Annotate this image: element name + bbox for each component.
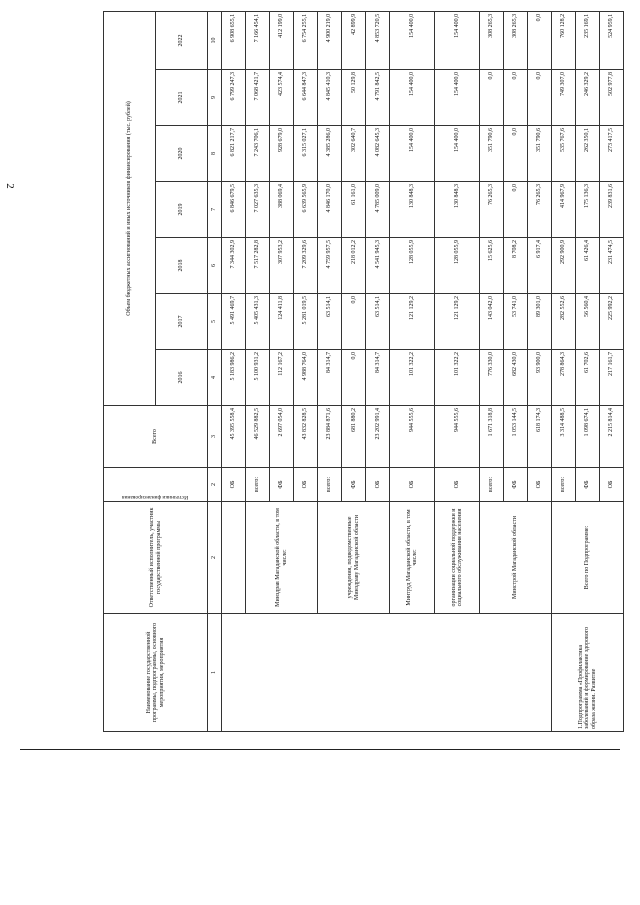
amount-cell: 388 069,4 — [270, 182, 294, 238]
amount-cell: 4 785 009,0 — [366, 182, 390, 238]
amount-cell: 292 900,9 — [551, 238, 575, 294]
amount-cell: 423 574,4 — [270, 70, 294, 126]
amount-cell: 218 012,2 — [342, 238, 366, 294]
executor-cell: Всего по Подпрограмме: — [551, 502, 623, 614]
budget-table — [103, 11, 624, 732]
amount-cell: 273 417,5 — [599, 126, 623, 182]
amount-cell: 7 068 421,7 — [246, 70, 270, 126]
amount-cell: 56 560,4 — [575, 294, 599, 350]
amount-cell: 0,0 — [479, 70, 503, 126]
amount-cell: 6 917,4 — [527, 238, 551, 294]
column-number: 7 — [208, 182, 222, 238]
amount-cell: 231 474,5 — [599, 238, 623, 294]
table-row — [551, 11, 575, 731]
amount-cell: 84 314,7 — [318, 350, 342, 406]
amount-cell: 154 400,0 — [434, 126, 479, 182]
amount-cell: 4 791 842,5 — [366, 70, 390, 126]
amount-cell: 61 161,0 — [342, 182, 366, 238]
amount-cell: 7 027 635,3 — [246, 182, 270, 238]
amount-cell: 121 129,2 — [434, 294, 479, 350]
amount-cell: 101 322,2 — [390, 350, 435, 406]
amount-cell: 4 845 410,3 — [318, 70, 342, 126]
amount-cell: 0,0 — [527, 11, 551, 69]
source-cell: всего: — [479, 468, 503, 502]
amount-cell: 944 555,6 — [434, 406, 479, 468]
amount-cell: 225 992,2 — [599, 294, 623, 350]
amount-cell: 5 100 931,2 — [246, 350, 270, 406]
program-name-cell: 1.Подпрограмма «Профилактика заболеваний и формирование здорового образа жизни. Развитие — [551, 614, 623, 732]
amount-cell: 121 129,2 — [390, 294, 435, 350]
amount-cell: 6 315 027,1 — [294, 126, 318, 182]
amount-cell: 4 900 219,0 — [318, 11, 342, 69]
amount-cell: 84 314,7 — [366, 350, 390, 406]
amount-cell: 89 301,0 — [527, 294, 551, 350]
amount-cell: 278 864,3 — [551, 350, 575, 406]
amount-cell: 42 899,9 — [342, 11, 366, 69]
amount-cell: 7 166 454,1 — [246, 11, 270, 69]
amount-cell: 154 400,0 — [390, 70, 435, 126]
amount-cell: 76 265,3 — [479, 182, 503, 238]
amount-cell: 6 908 655,1 — [222, 11, 246, 69]
amount-cell: 1 053 144,5 — [503, 406, 527, 468]
amount-cell: 93 900,0 — [527, 350, 551, 406]
amount-cell: 8 708,2 — [503, 238, 527, 294]
amount-cell: 23 202 991,4 — [366, 406, 390, 468]
amount-cell: 239 831,6 — [599, 182, 623, 238]
amount-cell: 53 741,0 — [503, 294, 527, 350]
amount-cell: 0,0 — [503, 70, 527, 126]
executor-cell: Минтруд Магаданской области, в том числе: — [390, 502, 435, 614]
amount-cell: 2 215 814,4 — [599, 406, 623, 468]
amount-cell: 5 183 986,2 — [222, 350, 246, 406]
amount-cell: 749 307,0 — [551, 70, 575, 126]
header-year: 2018 — [156, 238, 208, 294]
amount-cell: 128 055,9 — [390, 238, 435, 294]
amount-cell: 63 514,1 — [318, 294, 342, 350]
header-year: 2016 — [156, 350, 208, 406]
header-year: 2017 — [156, 294, 208, 350]
amount-cell: 101 322,2 — [434, 350, 479, 406]
amount-cell: 4 853 720,5 — [366, 11, 390, 69]
amount-cell: 928 679,0 — [270, 126, 294, 182]
amount-cell: 6 639 565,9 — [294, 182, 318, 238]
column-number: 8 — [208, 126, 222, 182]
amount-cell: 7 517 282,8 — [246, 238, 270, 294]
source-cell: ФБ — [270, 468, 294, 502]
amount-cell: 307 953,2 — [270, 238, 294, 294]
amount-cell: 6 754 255,1 — [294, 11, 318, 69]
source-cell: ОБ — [294, 468, 318, 502]
amount-cell: 143 042,0 — [479, 294, 503, 350]
amount-cell: 0,0 — [342, 294, 366, 350]
column-number: 3 — [208, 406, 222, 468]
header-year: 2022 — [156, 11, 208, 69]
amount-cell: 0,0 — [527, 70, 551, 126]
executor-cell: Минздрав Магаданской области, в том числе: — [246, 502, 318, 614]
amount-cell: 282 552,6 — [551, 294, 575, 350]
amount-cell: 15 625,6 — [479, 238, 503, 294]
amount-cell: 524 959,1 — [599, 11, 623, 69]
amount-cell: 3 314 488,5 — [551, 406, 575, 468]
rotation-box — [103, 12, 624, 732]
page-number-strip — [0, 0, 22, 905]
amount-cell: 154 400,0 — [434, 11, 479, 69]
amount-cell: 124 411,8 — [270, 294, 294, 350]
header-name: Наименование государственной программы, подпрограммы, основного мероприятия, мероприятия — [104, 614, 208, 732]
column-number: 10 — [208, 11, 222, 69]
executor-cell: организации социальной поддержки и социального обслуживания населения — [434, 502, 479, 614]
amount-cell: 6 799 247,3 — [222, 70, 246, 126]
amount-cell: 46 529 882,5 — [246, 406, 270, 468]
amount-cell: 154 400,0 — [390, 11, 435, 69]
source-cell: ОБ — [366, 468, 390, 502]
amount-cell: 217 161,7 — [599, 350, 623, 406]
amount-cell: 618 174,3 — [527, 406, 551, 468]
amount-cell: 682 430,0 — [503, 350, 527, 406]
source-cell: ФБ — [342, 468, 366, 502]
horizontal-rule — [20, 749, 620, 750]
source-cell: ОБ — [434, 468, 479, 502]
column-number: 4 — [208, 350, 222, 406]
amount-cell: 5 491 469,7 — [222, 294, 246, 350]
amount-cell: 61 702,6 — [575, 350, 599, 406]
amount-cell: 50 129,8 — [342, 70, 366, 126]
amount-cell: 76 265,3 — [527, 182, 551, 238]
amount-cell: 308 265,3 — [503, 11, 527, 69]
source-cell: всего: — [318, 468, 342, 502]
numbering-row — [208, 11, 222, 731]
amount-cell: 1 098 674,1 — [575, 406, 599, 468]
amount-cell: 154 400,0 — [390, 126, 435, 182]
amount-cell: 760 128,2 — [551, 11, 575, 69]
amount-cell: 0,0 — [342, 350, 366, 406]
header-year: 2020 — [156, 126, 208, 182]
amount-cell: 414 967,9 — [551, 182, 575, 238]
amount-cell: 6 644 847,3 — [294, 70, 318, 126]
table-row — [222, 11, 246, 731]
amount-cell: 130 848,3 — [390, 182, 435, 238]
amount-cell: 262 350,1 — [575, 126, 599, 182]
amount-cell: 502 977,8 — [599, 70, 623, 126]
page-number: 2 — [4, 183, 16, 189]
amount-cell: 681 880,2 — [342, 406, 366, 468]
amount-cell: 0,0 — [503, 126, 527, 182]
amount-cell: 2 697 054,0 — [270, 406, 294, 468]
amount-cell: 175 136,3 — [575, 182, 599, 238]
source-cell: ФБ — [575, 468, 599, 502]
amount-cell: 5 281 019,5 — [294, 294, 318, 350]
amount-cell: 128 055,9 — [434, 238, 479, 294]
program-name-cell — [222, 614, 552, 732]
header-total: Всего — [104, 406, 208, 468]
table-container — [103, 12, 624, 732]
amount-cell: 4 385 286,0 — [318, 126, 342, 182]
source-cell: ОБ — [599, 468, 623, 502]
source-cell: всего: — [246, 468, 270, 502]
header-executor: Ответственный исполнитель, участник государственной программы — [104, 502, 208, 614]
amount-cell: 112 167,2 — [270, 350, 294, 406]
amount-cell: 235 169,1 — [575, 11, 599, 69]
amount-cell: 45 395 558,4 — [222, 406, 246, 468]
amount-cell: 5 405 431,3 — [246, 294, 270, 350]
amount-cell: 4 988 764,0 — [294, 350, 318, 406]
amount-cell: 351 790,6 — [527, 126, 551, 182]
amount-cell: 63 514,1 — [366, 294, 390, 350]
header-funding: Объем бюджетных ассигнований и иных источников финансирования (тыс. рублей) — [104, 11, 156, 405]
amount-cell: 0,0 — [503, 182, 527, 238]
column-number: 5 — [208, 294, 222, 350]
column-number: 6 — [208, 238, 222, 294]
amount-cell: 130 848,3 — [434, 182, 479, 238]
header-row — [104, 11, 156, 731]
amount-cell: 4 846 170,0 — [318, 182, 342, 238]
amount-cell: 154 400,0 — [434, 70, 479, 126]
source-cell: всего: — [551, 468, 575, 502]
amount-cell: 1 671 318,8 — [479, 406, 503, 468]
amount-cell: 4 082 645,3 — [366, 126, 390, 182]
amount-cell: 944 555,6 — [390, 406, 435, 468]
amount-cell: 308 265,3 — [479, 11, 503, 69]
amount-cell: 4 541 945,3 — [366, 238, 390, 294]
amount-cell: 776 330,0 — [479, 350, 503, 406]
amount-cell: 61 426,4 — [575, 238, 599, 294]
amount-cell: 6 821 217,7 — [222, 126, 246, 182]
source-cell: ФБ — [503, 468, 527, 502]
header-source — [104, 468, 208, 502]
amount-cell: 7 243 706,1 — [246, 126, 270, 182]
amount-cell: 23 884 871,6 — [318, 406, 342, 468]
amount-cell: 302 640,7 — [342, 126, 366, 182]
amount-cell: 246 329,2 — [575, 70, 599, 126]
amount-cell: 4 759 957,5 — [318, 238, 342, 294]
source-cell: ОБ — [390, 468, 435, 502]
amount-cell: 535 767,6 — [551, 126, 575, 182]
header-year: 2021 — [156, 70, 208, 126]
amount-cell: 351 790,6 — [479, 126, 503, 182]
column-number: 2 — [208, 468, 222, 502]
column-number: 2 — [208, 502, 222, 614]
source-cell: ОБ — [527, 468, 551, 502]
executor-cell — [222, 502, 246, 614]
amount-cell: 412 199,0 — [270, 11, 294, 69]
executor-cell: Минстрой Магаданской области — [479, 502, 551, 614]
amount-cell: 43 832 828,5 — [294, 406, 318, 468]
amount-cell: 7 209 329,6 — [294, 238, 318, 294]
header-source-label: Источники финансирования — [122, 494, 189, 500]
source-cell: ОБ — [222, 468, 246, 502]
column-number: 1 — [208, 614, 222, 732]
executor-cell: учреждения, подведомственные Минздраву Магаданской области — [318, 502, 390, 614]
amount-cell: 6 846 679,5 — [222, 182, 246, 238]
amount-cell: 7 344 302,9 — [222, 238, 246, 294]
column-number: 9 — [208, 70, 222, 126]
header-year: 2019 — [156, 182, 208, 238]
